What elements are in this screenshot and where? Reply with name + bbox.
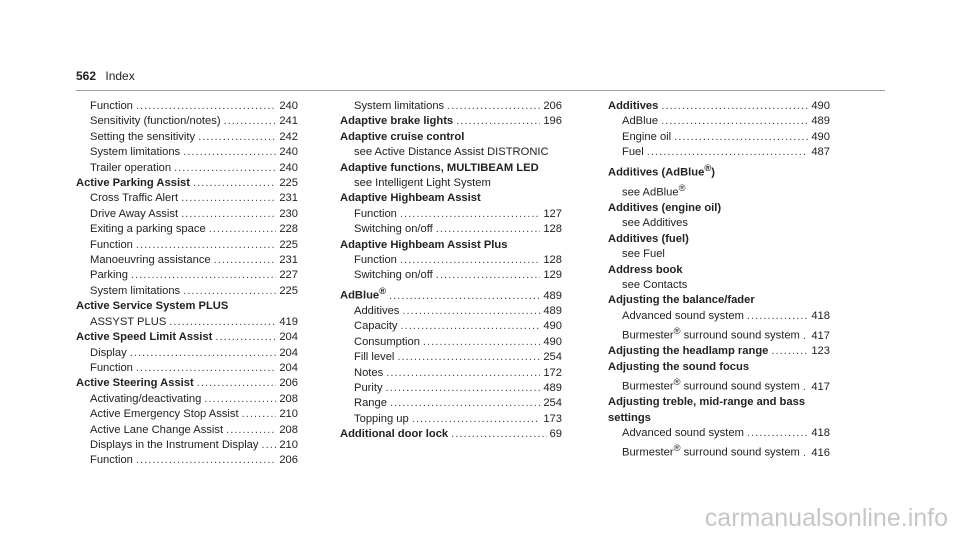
entry-label-text: Fuel	[622, 146, 644, 159]
dot-leader	[136, 238, 276, 253]
page-ref: 128	[543, 223, 562, 236]
see-reference-label: see Additives	[622, 217, 688, 230]
entry-label-text: Setting the sensitivity	[90, 130, 196, 143]
index-heading-label: Adjusting the balance/fader	[608, 294, 755, 307]
index-subentry	[608, 324, 830, 344]
page-ref: 417	[811, 329, 830, 342]
page-ref: 210	[279, 438, 298, 451]
dot-leader	[401, 319, 541, 334]
entry-label	[90, 392, 201, 407]
see-reference	[608, 216, 830, 231]
entry-label-text: Purity	[354, 382, 383, 395]
index-column-3	[608, 99, 830, 462]
dot-leader	[169, 315, 276, 330]
registered-mark: ®	[673, 377, 681, 388]
entry-label	[354, 412, 409, 427]
index-heading	[340, 161, 562, 176]
entry-label-text: Additives	[354, 305, 400, 318]
index-subentry	[340, 304, 562, 319]
entry-label-text: Engine oil	[622, 130, 672, 143]
entry-label	[354, 253, 397, 268]
entry-label	[90, 407, 239, 422]
entry-label	[340, 114, 453, 129]
page-ref: 230	[279, 207, 298, 220]
index-subentry	[608, 441, 830, 461]
index-entry	[340, 427, 562, 442]
entry-label	[608, 344, 768, 359]
index-subentry	[340, 381, 562, 396]
dot-leader	[209, 222, 277, 237]
entry-label-text: Function	[90, 361, 133, 374]
entry-label-text: Active Speed Limit Assist	[76, 331, 213, 344]
dot-leader	[674, 130, 808, 145]
dot-leader	[451, 427, 546, 442]
page-number: 562	[76, 69, 97, 83]
page-ref: 225	[279, 177, 298, 190]
page-ref: 418	[811, 309, 830, 322]
index-subentry	[76, 284, 298, 299]
see-reference-label: see Contacts	[622, 278, 688, 291]
entry-label	[622, 309, 744, 324]
entry-label	[90, 114, 221, 129]
page-ref: 489	[811, 115, 830, 128]
index-subentry	[340, 99, 562, 114]
entry-label-text: Additives	[608, 100, 659, 112]
dot-leader	[174, 161, 276, 176]
page-ref: 204	[279, 331, 298, 344]
page-ref: 228	[279, 223, 298, 236]
page-ref: 240	[279, 100, 298, 112]
dot-leader	[224, 114, 277, 129]
index-column-1	[76, 99, 298, 469]
watermark: carmanualsonline.info	[704, 504, 948, 532]
entry-label	[608, 99, 658, 114]
dot-leader	[803, 380, 808, 395]
entry-label	[90, 207, 178, 222]
entry-label-text: Manoeuvring assistance	[90, 254, 211, 267]
index-subentry	[76, 423, 298, 438]
index-subentry	[76, 114, 298, 129]
index-heading	[340, 238, 562, 253]
dot-leader	[771, 344, 808, 359]
entry-label	[622, 375, 800, 395]
entry-label-text: Drive Away Assist	[90, 207, 179, 220]
entry-label	[90, 453, 133, 468]
dot-leader	[226, 423, 276, 438]
index-heading-label: Additives (engine oil)	[608, 201, 722, 214]
index-heading-label: Adaptive Highbeam Assist	[340, 192, 481, 205]
index-heading-label: Additives (fuel)	[608, 232, 689, 245]
dot-leader	[130, 346, 277, 361]
index-heading-label: Adaptive cruise control	[340, 130, 465, 143]
entry-label	[90, 346, 127, 361]
index-heading	[608, 395, 830, 426]
see-reference-label: see AdBlue	[622, 186, 679, 199]
dot-leader	[436, 222, 541, 237]
page-ref: 489	[543, 382, 562, 395]
entry-label-text: Advanced sound system	[622, 309, 744, 322]
entry-label	[354, 366, 383, 381]
index-heading	[608, 232, 830, 247]
entry-label-text: Switching on/off	[354, 223, 433, 236]
entry-label	[622, 130, 671, 145]
entry-label-text: Function	[354, 207, 397, 220]
index-entry	[76, 376, 298, 391]
page-ref: 240	[279, 161, 298, 174]
entry-label-text: Active Parking Assist	[76, 177, 190, 190]
page-ref: 417	[811, 380, 830, 393]
index-subentry	[76, 130, 298, 145]
index-heading	[76, 299, 298, 314]
dot-leader	[803, 446, 808, 461]
entry-label-text: Cross Traffic Alert	[90, 192, 179, 205]
entry-label	[354, 381, 383, 396]
page-ref: 487	[811, 146, 830, 159]
entry-label-text: Topping up	[354, 412, 409, 425]
entry-label	[90, 423, 223, 438]
page-header	[76, 69, 135, 83]
index-entry	[76, 330, 298, 345]
entry-label-text: Function	[354, 254, 397, 267]
registered-mark: ®	[704, 162, 712, 173]
index-column-2	[340, 99, 562, 443]
index-subentry	[76, 253, 298, 268]
dot-leader	[661, 99, 808, 114]
index-entry	[340, 284, 562, 304]
index-heading	[608, 161, 830, 181]
entry-label	[354, 268, 433, 283]
entry-label-text: Adaptive brake lights	[340, 115, 454, 128]
entry-label-text: Exiting a parking space	[90, 223, 206, 236]
entry-label-text: Switching on/off	[354, 269, 433, 282]
entry-label-text: Burmester	[622, 380, 674, 393]
index-subentry	[340, 222, 562, 237]
see-reference	[340, 145, 562, 160]
entry-label-text: Function	[90, 238, 133, 251]
page-ref: 227	[279, 269, 298, 282]
entry-label-text: Sensitivity (function/notes)	[90, 115, 221, 128]
dot-leader	[136, 453, 276, 468]
entry-label-text: AdBlue	[340, 289, 380, 302]
index-subentry	[608, 375, 830, 395]
index-heading	[608, 201, 830, 216]
page-ref: 206	[279, 377, 298, 390]
see-reference-label: see Fuel	[622, 248, 665, 261]
index-subentry	[340, 268, 562, 283]
dot-leader	[386, 381, 541, 396]
dot-leader	[803, 329, 808, 344]
entry-label-text: AdBlue	[622, 115, 659, 128]
page-ref: 128	[543, 254, 562, 267]
index-heading	[340, 130, 562, 145]
page-ref: 206	[279, 454, 298, 467]
index-subentry	[76, 99, 298, 114]
registered-mark: ®	[678, 182, 686, 193]
dot-leader	[397, 350, 540, 365]
dot-leader	[183, 145, 276, 160]
page-ref: 208	[279, 423, 298, 436]
index-heading-label: Active Service System PLUS	[76, 300, 229, 313]
index-subentry	[340, 335, 562, 350]
entry-label-text: Display	[90, 346, 127, 359]
entry-label	[354, 335, 420, 350]
page-ref: 129	[543, 269, 562, 282]
page-ref: 127	[543, 207, 562, 220]
page-ref: 242	[279, 130, 298, 143]
dot-leader	[400, 207, 540, 222]
dot-leader	[390, 396, 540, 411]
page-ref: 489	[543, 289, 562, 302]
entry-label	[90, 438, 259, 453]
index-entry	[608, 99, 830, 114]
entry-label-text: Consumption	[354, 335, 420, 348]
entry-label	[90, 222, 206, 237]
entry-label	[90, 284, 180, 299]
entry-label-text: Active Steering Assist	[76, 377, 194, 390]
dot-leader	[214, 253, 277, 268]
index-subentry	[76, 268, 298, 283]
entry-label-suffix: surround sound system	[680, 380, 800, 393]
entry-label-text: Range	[354, 397, 387, 410]
page-ref: 206	[543, 100, 562, 112]
dot-leader	[197, 376, 277, 391]
dot-leader	[204, 392, 276, 407]
dot-leader	[661, 114, 808, 129]
entry-label	[90, 145, 180, 160]
entry-label	[354, 350, 394, 365]
index-heading-label: Address book	[608, 263, 683, 276]
index-subentry	[340, 396, 562, 411]
index-heading-label: Adjusting the sound focus	[608, 360, 750, 373]
page-ref: 204	[279, 346, 298, 359]
entry-label	[354, 99, 444, 114]
page-ref: 69	[549, 428, 562, 441]
entry-label	[354, 396, 387, 411]
dot-leader	[402, 304, 540, 319]
entry-label	[340, 427, 448, 442]
page-ref: 173	[543, 412, 562, 425]
page-ref: 208	[279, 392, 298, 405]
index-subentry	[76, 346, 298, 361]
page-ref: 210	[279, 408, 298, 421]
index-heading-label: Additives (AdBlue	[608, 166, 705, 179]
index-heading-label: Adjusting treble, mid-range and bass settings	[608, 396, 806, 424]
dot-leader	[183, 284, 276, 299]
entry-label	[90, 361, 133, 376]
index-entry	[76, 176, 298, 191]
index-entry	[608, 344, 830, 359]
page-ref: 490	[543, 320, 562, 333]
index-heading	[608, 263, 830, 278]
entry-label	[622, 324, 800, 344]
page-ref: 254	[543, 351, 562, 364]
dot-leader	[747, 426, 808, 441]
page-ref: 419	[279, 315, 298, 328]
index-subentry	[340, 207, 562, 222]
page-ref: 225	[279, 238, 298, 251]
entry-label-text: Adjusting the headlamp range	[608, 345, 769, 358]
index-heading-suffix: )	[711, 166, 715, 179]
index-subentry	[340, 253, 562, 268]
index-subentry	[608, 145, 830, 160]
page-ref: 196	[543, 115, 562, 128]
entry-label	[76, 376, 194, 391]
entry-label-text: Advanced sound system	[622, 427, 744, 440]
header-divider	[76, 90, 885, 91]
index-subentry	[76, 453, 298, 468]
dot-leader	[747, 309, 808, 324]
entry-label-text: Active Lane Change Assist	[90, 423, 224, 436]
index-subentry	[76, 191, 298, 206]
entry-label	[622, 145, 644, 160]
page-ref: 240	[279, 146, 298, 159]
entry-label	[354, 319, 398, 334]
index-heading	[340, 191, 562, 206]
entry-label-text: Function	[90, 454, 133, 467]
entry-label	[354, 222, 433, 237]
index-subentry	[608, 130, 830, 145]
index-subentry	[340, 350, 562, 365]
entry-label-text: ASSYST PLUS	[90, 315, 167, 328]
entry-label	[76, 176, 190, 191]
entry-label-text: Fill level	[354, 351, 395, 364]
index-subentry	[340, 412, 562, 427]
dot-leader	[400, 253, 540, 268]
entry-label	[90, 99, 133, 114]
index-subentry	[340, 366, 562, 381]
page-ref: 418	[811, 427, 830, 440]
index-subentry	[608, 426, 830, 441]
index-heading	[608, 360, 830, 375]
entry-label	[90, 130, 195, 145]
dot-leader	[412, 412, 541, 427]
entry-label	[90, 238, 133, 253]
index-subentry	[76, 222, 298, 237]
entry-label-suffix: surround sound system	[680, 329, 800, 342]
entry-label-text: Function	[90, 100, 133, 112]
page-ref: 204	[279, 361, 298, 374]
entry-label-text: System limitations	[354, 100, 445, 112]
dot-leader	[193, 176, 276, 191]
page-ref: 231	[279, 254, 298, 267]
see-reference	[608, 181, 830, 201]
index-heading-label: Adaptive Highbeam Assist Plus	[340, 238, 508, 251]
page-ref: 231	[279, 192, 298, 205]
entry-label-text: System limitations	[90, 146, 181, 159]
registered-mark: ®	[673, 326, 681, 337]
dot-leader	[242, 407, 277, 422]
entry-label-text: Parking	[90, 269, 128, 282]
page-ref: 225	[279, 284, 298, 297]
index-subentry	[608, 309, 830, 324]
page-ref: 254	[543, 397, 562, 410]
entry-label	[90, 315, 166, 330]
dot-leader	[456, 114, 540, 129]
page-ref: 490	[811, 130, 830, 143]
dot-leader	[262, 438, 277, 453]
dot-leader	[215, 330, 276, 345]
entry-label-text: Trailer operation	[90, 161, 172, 174]
index-subentry	[608, 114, 830, 129]
dot-leader	[136, 99, 276, 114]
registered-mark: ®	[673, 443, 681, 454]
entry-label	[622, 114, 658, 129]
dot-leader	[136, 361, 276, 376]
see-reference	[608, 247, 830, 262]
entry-label-text: Burmester	[622, 447, 674, 460]
index-subentry	[76, 207, 298, 222]
entry-label	[340, 284, 386, 304]
dot-leader	[423, 335, 540, 350]
page-ref: 241	[279, 115, 298, 128]
dot-leader	[647, 145, 809, 160]
dot-leader	[181, 191, 276, 206]
registered-mark: ®	[379, 285, 387, 296]
entry-label-text: Active Emergency Stop Assist	[90, 408, 239, 421]
entry-label	[622, 426, 744, 441]
dot-leader	[389, 289, 540, 304]
index-entry	[340, 114, 562, 129]
page-ref: 489	[543, 305, 562, 318]
entry-label	[354, 304, 399, 319]
entry-label	[76, 330, 212, 345]
entry-label	[90, 161, 171, 176]
page-ref: 490	[811, 100, 830, 112]
entry-label-text: System limitations	[90, 284, 181, 297]
entry-label-text: Burmester	[622, 329, 674, 342]
index-subentry	[340, 319, 562, 334]
dot-leader	[447, 99, 540, 114]
index-subentry	[76, 145, 298, 160]
see-reference-label: see Active Distance Assist DISTRONIC	[354, 146, 549, 159]
index-subentry	[76, 361, 298, 376]
index-subentry	[76, 161, 298, 176]
see-reference	[340, 176, 562, 191]
entry-label-suffix: surround sound system	[680, 447, 800, 460]
index-subentry	[76, 392, 298, 407]
entry-label-text: Activating/deactivating	[90, 392, 202, 405]
dot-leader	[386, 366, 540, 381]
entry-label	[90, 191, 178, 206]
index-subentry	[76, 315, 298, 330]
index-heading	[608, 293, 830, 308]
dot-leader	[131, 268, 276, 283]
entry-label-text: Displays in the Instrument Display	[90, 438, 259, 451]
entry-label	[622, 441, 800, 461]
page-ref: 172	[543, 366, 562, 379]
dot-leader	[436, 268, 541, 283]
entry-label	[354, 207, 397, 222]
entry-label-text: Capacity	[354, 320, 398, 333]
page-ref: 416	[811, 447, 830, 460]
index-subentry	[76, 407, 298, 422]
page-title: Index	[105, 69, 135, 83]
entry-label-text: Notes	[354, 366, 384, 379]
index-subentry	[76, 438, 298, 453]
page-ref: 490	[543, 335, 562, 348]
entry-label	[90, 268, 128, 283]
page-ref: 123	[811, 345, 830, 358]
see-reference	[608, 278, 830, 293]
dot-leader	[198, 130, 276, 145]
entry-label-text: Additional door lock	[340, 428, 449, 441]
dot-leader	[181, 207, 276, 222]
see-reference-label: see Intelligent Light System	[354, 177, 491, 190]
entry-label	[90, 253, 211, 268]
index-heading-label: Adaptive functions, MULTIBEAM LED	[340, 161, 539, 174]
index-subentry	[76, 238, 298, 253]
